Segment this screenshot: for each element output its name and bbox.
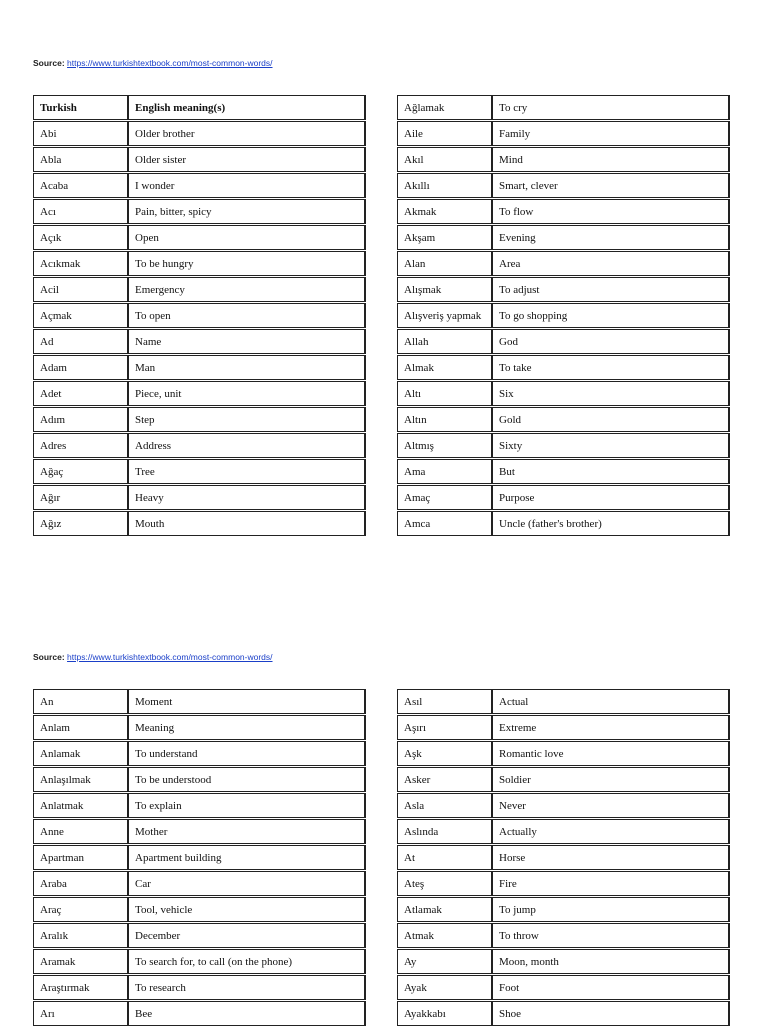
turkish-word-cell: Aralık bbox=[33, 923, 128, 948]
table-row bbox=[33, 511, 366, 536]
table-row bbox=[33, 845, 366, 870]
table-row bbox=[33, 923, 366, 948]
table-row bbox=[33, 485, 366, 510]
table-row bbox=[33, 819, 366, 844]
turkish-word-cell: Ayakkabı bbox=[397, 1001, 492, 1026]
turkish-word-cell: Acaba bbox=[33, 173, 128, 198]
turkish-word-cell: Adam bbox=[33, 355, 128, 380]
turkish-word-cell: Anlatmak bbox=[33, 793, 128, 818]
turkish-word-cell: Adım bbox=[33, 407, 128, 432]
english-meaning-cell: Extreme bbox=[492, 715, 730, 740]
turkish-word-cell: Ateş bbox=[397, 871, 492, 896]
english-meaning-cell: Pain, bitter, spicy bbox=[128, 199, 366, 224]
source-line-2 bbox=[33, 652, 273, 662]
english-meaning-cell: To adjust bbox=[492, 277, 730, 302]
table-row bbox=[397, 897, 730, 922]
english-meaning-cell: Apartment building bbox=[128, 845, 366, 870]
vocab-table-left-1 bbox=[33, 94, 366, 537]
turkish-word-cell: Akmak bbox=[397, 199, 492, 224]
english-meaning-cell: Meaning bbox=[128, 715, 366, 740]
english-meaning-cell: Tree bbox=[128, 459, 366, 484]
vocab-table-right-1 bbox=[397, 94, 730, 537]
english-meaning-cell: To be understood bbox=[128, 767, 366, 792]
turkish-word-cell: Acı bbox=[33, 199, 128, 224]
english-meaning-cell: English meaning(s) bbox=[128, 95, 366, 120]
table-row bbox=[397, 715, 730, 740]
turkish-word-cell: Aslında bbox=[397, 819, 492, 844]
table-row bbox=[33, 715, 366, 740]
turkish-word-cell: Atmak bbox=[397, 923, 492, 948]
english-meaning-cell: To open bbox=[128, 303, 366, 328]
table-row bbox=[33, 1001, 366, 1026]
turkish-word-cell: Anlaşılmak bbox=[33, 767, 128, 792]
english-meaning-cell: Mind bbox=[492, 147, 730, 172]
english-meaning-cell: To research bbox=[128, 975, 366, 1000]
english-meaning-cell: Shoe bbox=[492, 1001, 730, 1026]
turkish-word-cell: Acil bbox=[33, 277, 128, 302]
turkish-word-cell: Aile bbox=[397, 121, 492, 146]
turkish-word-cell: Allah bbox=[397, 329, 492, 354]
table-row bbox=[397, 173, 730, 198]
english-meaning-cell: Foot bbox=[492, 975, 730, 1000]
table-row bbox=[33, 741, 366, 766]
source-line-1 bbox=[33, 58, 273, 68]
english-meaning-cell: Bee bbox=[128, 1001, 366, 1026]
table-row bbox=[33, 251, 366, 276]
english-meaning-cell: Romantic love bbox=[492, 741, 730, 766]
english-meaning-cell: God bbox=[492, 329, 730, 354]
table-row bbox=[33, 199, 366, 224]
table-row bbox=[397, 433, 730, 458]
english-meaning-cell: Name bbox=[128, 329, 366, 354]
table-row bbox=[397, 225, 730, 250]
turkish-word-cell: Turkish bbox=[33, 95, 128, 120]
english-meaning-cell: Emergency bbox=[128, 277, 366, 302]
english-meaning-cell: Fire bbox=[492, 871, 730, 896]
table-row bbox=[33, 225, 366, 250]
table-row bbox=[397, 251, 730, 276]
source-link[interactable]: https://www.turkishtextbook.com/most-common-words/ bbox=[67, 652, 273, 662]
table-row bbox=[33, 871, 366, 896]
english-meaning-cell: To explain bbox=[128, 793, 366, 818]
turkish-word-cell: Amca bbox=[397, 511, 492, 536]
table-row bbox=[397, 767, 730, 792]
turkish-word-cell: Alışmak bbox=[397, 277, 492, 302]
turkish-word-cell: Adres bbox=[33, 433, 128, 458]
table-row bbox=[397, 975, 730, 1000]
turkish-word-cell: Asla bbox=[397, 793, 492, 818]
english-meaning-cell: Step bbox=[128, 407, 366, 432]
turkish-word-cell: Akıllı bbox=[397, 173, 492, 198]
table-row bbox=[33, 897, 366, 922]
turkish-word-cell: Ağaç bbox=[33, 459, 128, 484]
turkish-word-cell: Acıkmak bbox=[33, 251, 128, 276]
english-meaning-cell: Piece, unit bbox=[128, 381, 366, 406]
turkish-word-cell: Alışveriş yapmak bbox=[397, 303, 492, 328]
table-row bbox=[33, 767, 366, 792]
english-meaning-cell: To jump bbox=[492, 897, 730, 922]
english-meaning-cell: Mother bbox=[128, 819, 366, 844]
table-row bbox=[397, 1001, 730, 1026]
turkish-word-cell: Akşam bbox=[397, 225, 492, 250]
english-meaning-cell: Tool, vehicle bbox=[128, 897, 366, 922]
english-meaning-cell: Older brother bbox=[128, 121, 366, 146]
turkish-word-cell: Anne bbox=[33, 819, 128, 844]
vocab-table-right-2 bbox=[397, 688, 730, 1027]
turkish-word-cell: Ay bbox=[397, 949, 492, 974]
table-row bbox=[33, 173, 366, 198]
turkish-word-cell: Aşırı bbox=[397, 715, 492, 740]
table-row bbox=[33, 303, 366, 328]
table-row bbox=[33, 949, 366, 974]
table-row bbox=[397, 459, 730, 484]
source-link[interactable]: https://www.turkishtextbook.com/most-common-words/ bbox=[67, 58, 273, 68]
english-meaning-cell: Open bbox=[128, 225, 366, 250]
english-meaning-cell: I wonder bbox=[128, 173, 366, 198]
english-meaning-cell: Address bbox=[128, 433, 366, 458]
source-label: Source: bbox=[33, 58, 65, 68]
english-meaning-cell: Older sister bbox=[128, 147, 366, 172]
english-meaning-cell: To be hungry bbox=[128, 251, 366, 276]
english-meaning-cell: To take bbox=[492, 355, 730, 380]
turkish-word-cell: Ağız bbox=[33, 511, 128, 536]
table-row bbox=[397, 303, 730, 328]
english-meaning-cell: Smart, clever bbox=[492, 173, 730, 198]
turkish-word-cell: Araç bbox=[33, 897, 128, 922]
turkish-word-cell: Almak bbox=[397, 355, 492, 380]
english-meaning-cell: Moon, month bbox=[492, 949, 730, 974]
table-row bbox=[397, 485, 730, 510]
english-meaning-cell: Family bbox=[492, 121, 730, 146]
english-meaning-cell: Area bbox=[492, 251, 730, 276]
turkish-word-cell: Anlam bbox=[33, 715, 128, 740]
english-meaning-cell: To throw bbox=[492, 923, 730, 948]
table-row bbox=[397, 277, 730, 302]
turkish-word-cell: An bbox=[33, 689, 128, 714]
table-row bbox=[33, 95, 366, 120]
table-row bbox=[397, 845, 730, 870]
table-row bbox=[33, 277, 366, 302]
turkish-word-cell: Asker bbox=[397, 767, 492, 792]
turkish-word-cell: Anlamak bbox=[33, 741, 128, 766]
english-meaning-cell: Evening bbox=[492, 225, 730, 250]
english-meaning-cell: Purpose bbox=[492, 485, 730, 510]
table-row bbox=[397, 95, 730, 120]
turkish-word-cell: Apartman bbox=[33, 845, 128, 870]
english-meaning-cell: Sixty bbox=[492, 433, 730, 458]
table-row bbox=[33, 459, 366, 484]
english-meaning-cell: To flow bbox=[492, 199, 730, 224]
english-meaning-cell: December bbox=[128, 923, 366, 948]
table-row bbox=[397, 121, 730, 146]
turkish-word-cell: Araştırmak bbox=[33, 975, 128, 1000]
table-row bbox=[33, 147, 366, 172]
turkish-word-cell: Alan bbox=[397, 251, 492, 276]
table-row bbox=[397, 871, 730, 896]
english-meaning-cell: Never bbox=[492, 793, 730, 818]
table-row bbox=[33, 355, 366, 380]
table-row bbox=[33, 121, 366, 146]
turkish-word-cell: Araba bbox=[33, 871, 128, 896]
turkish-word-cell: Altmış bbox=[397, 433, 492, 458]
english-meaning-cell: Car bbox=[128, 871, 366, 896]
table-row bbox=[33, 329, 366, 354]
table-row bbox=[397, 381, 730, 406]
turkish-word-cell: Adet bbox=[33, 381, 128, 406]
turkish-word-cell: Altın bbox=[397, 407, 492, 432]
english-meaning-cell: To understand bbox=[128, 741, 366, 766]
turkish-word-cell: Açmak bbox=[33, 303, 128, 328]
table-row bbox=[33, 381, 366, 406]
turkish-word-cell: Aşk bbox=[397, 741, 492, 766]
english-meaning-cell: Heavy bbox=[128, 485, 366, 510]
turkish-word-cell: Asıl bbox=[397, 689, 492, 714]
english-meaning-cell: Uncle (father's brother) bbox=[492, 511, 730, 536]
table-row bbox=[33, 793, 366, 818]
table-row bbox=[397, 147, 730, 172]
source-label: Source: bbox=[33, 652, 65, 662]
turkish-word-cell: Açık bbox=[33, 225, 128, 250]
vocab-table-left-2 bbox=[33, 688, 366, 1027]
table-row bbox=[397, 199, 730, 224]
turkish-word-cell: Akıl bbox=[397, 147, 492, 172]
table-row bbox=[397, 949, 730, 974]
turkish-word-cell: Arı bbox=[33, 1001, 128, 1026]
turkish-word-cell: Ayak bbox=[397, 975, 492, 1000]
english-meaning-cell: Mouth bbox=[128, 511, 366, 536]
table-row bbox=[397, 329, 730, 354]
english-meaning-cell: Actually bbox=[492, 819, 730, 844]
table-row bbox=[397, 511, 730, 536]
turkish-word-cell: Ağlamak bbox=[397, 95, 492, 120]
table-row bbox=[397, 923, 730, 948]
table-row bbox=[397, 793, 730, 818]
english-meaning-cell: Moment bbox=[128, 689, 366, 714]
table-row bbox=[397, 819, 730, 844]
english-meaning-cell: Man bbox=[128, 355, 366, 380]
turkish-word-cell: At bbox=[397, 845, 492, 870]
table-row bbox=[33, 407, 366, 432]
table-row bbox=[397, 741, 730, 766]
turkish-word-cell: Ama bbox=[397, 459, 492, 484]
english-meaning-cell: To cry bbox=[492, 95, 730, 120]
table-row bbox=[397, 407, 730, 432]
turkish-word-cell: Altı bbox=[397, 381, 492, 406]
turkish-word-cell: Atlamak bbox=[397, 897, 492, 922]
english-meaning-cell: Soldier bbox=[492, 767, 730, 792]
table-row bbox=[397, 689, 730, 714]
english-meaning-cell: Horse bbox=[492, 845, 730, 870]
turkish-word-cell: Abla bbox=[33, 147, 128, 172]
table-row bbox=[33, 975, 366, 1000]
table-row bbox=[397, 355, 730, 380]
english-meaning-cell: To go shopping bbox=[492, 303, 730, 328]
turkish-word-cell: Abi bbox=[33, 121, 128, 146]
english-meaning-cell: Six bbox=[492, 381, 730, 406]
table-row bbox=[33, 689, 366, 714]
english-meaning-cell: To search for, to call (on the phone) bbox=[128, 949, 366, 974]
english-meaning-cell: But bbox=[492, 459, 730, 484]
turkish-word-cell: Aramak bbox=[33, 949, 128, 974]
turkish-word-cell: Ad bbox=[33, 329, 128, 354]
turkish-word-cell: Ağır bbox=[33, 485, 128, 510]
turkish-word-cell: Amaç bbox=[397, 485, 492, 510]
table-row bbox=[33, 433, 366, 458]
english-meaning-cell: Actual bbox=[492, 689, 730, 714]
english-meaning-cell: Gold bbox=[492, 407, 730, 432]
